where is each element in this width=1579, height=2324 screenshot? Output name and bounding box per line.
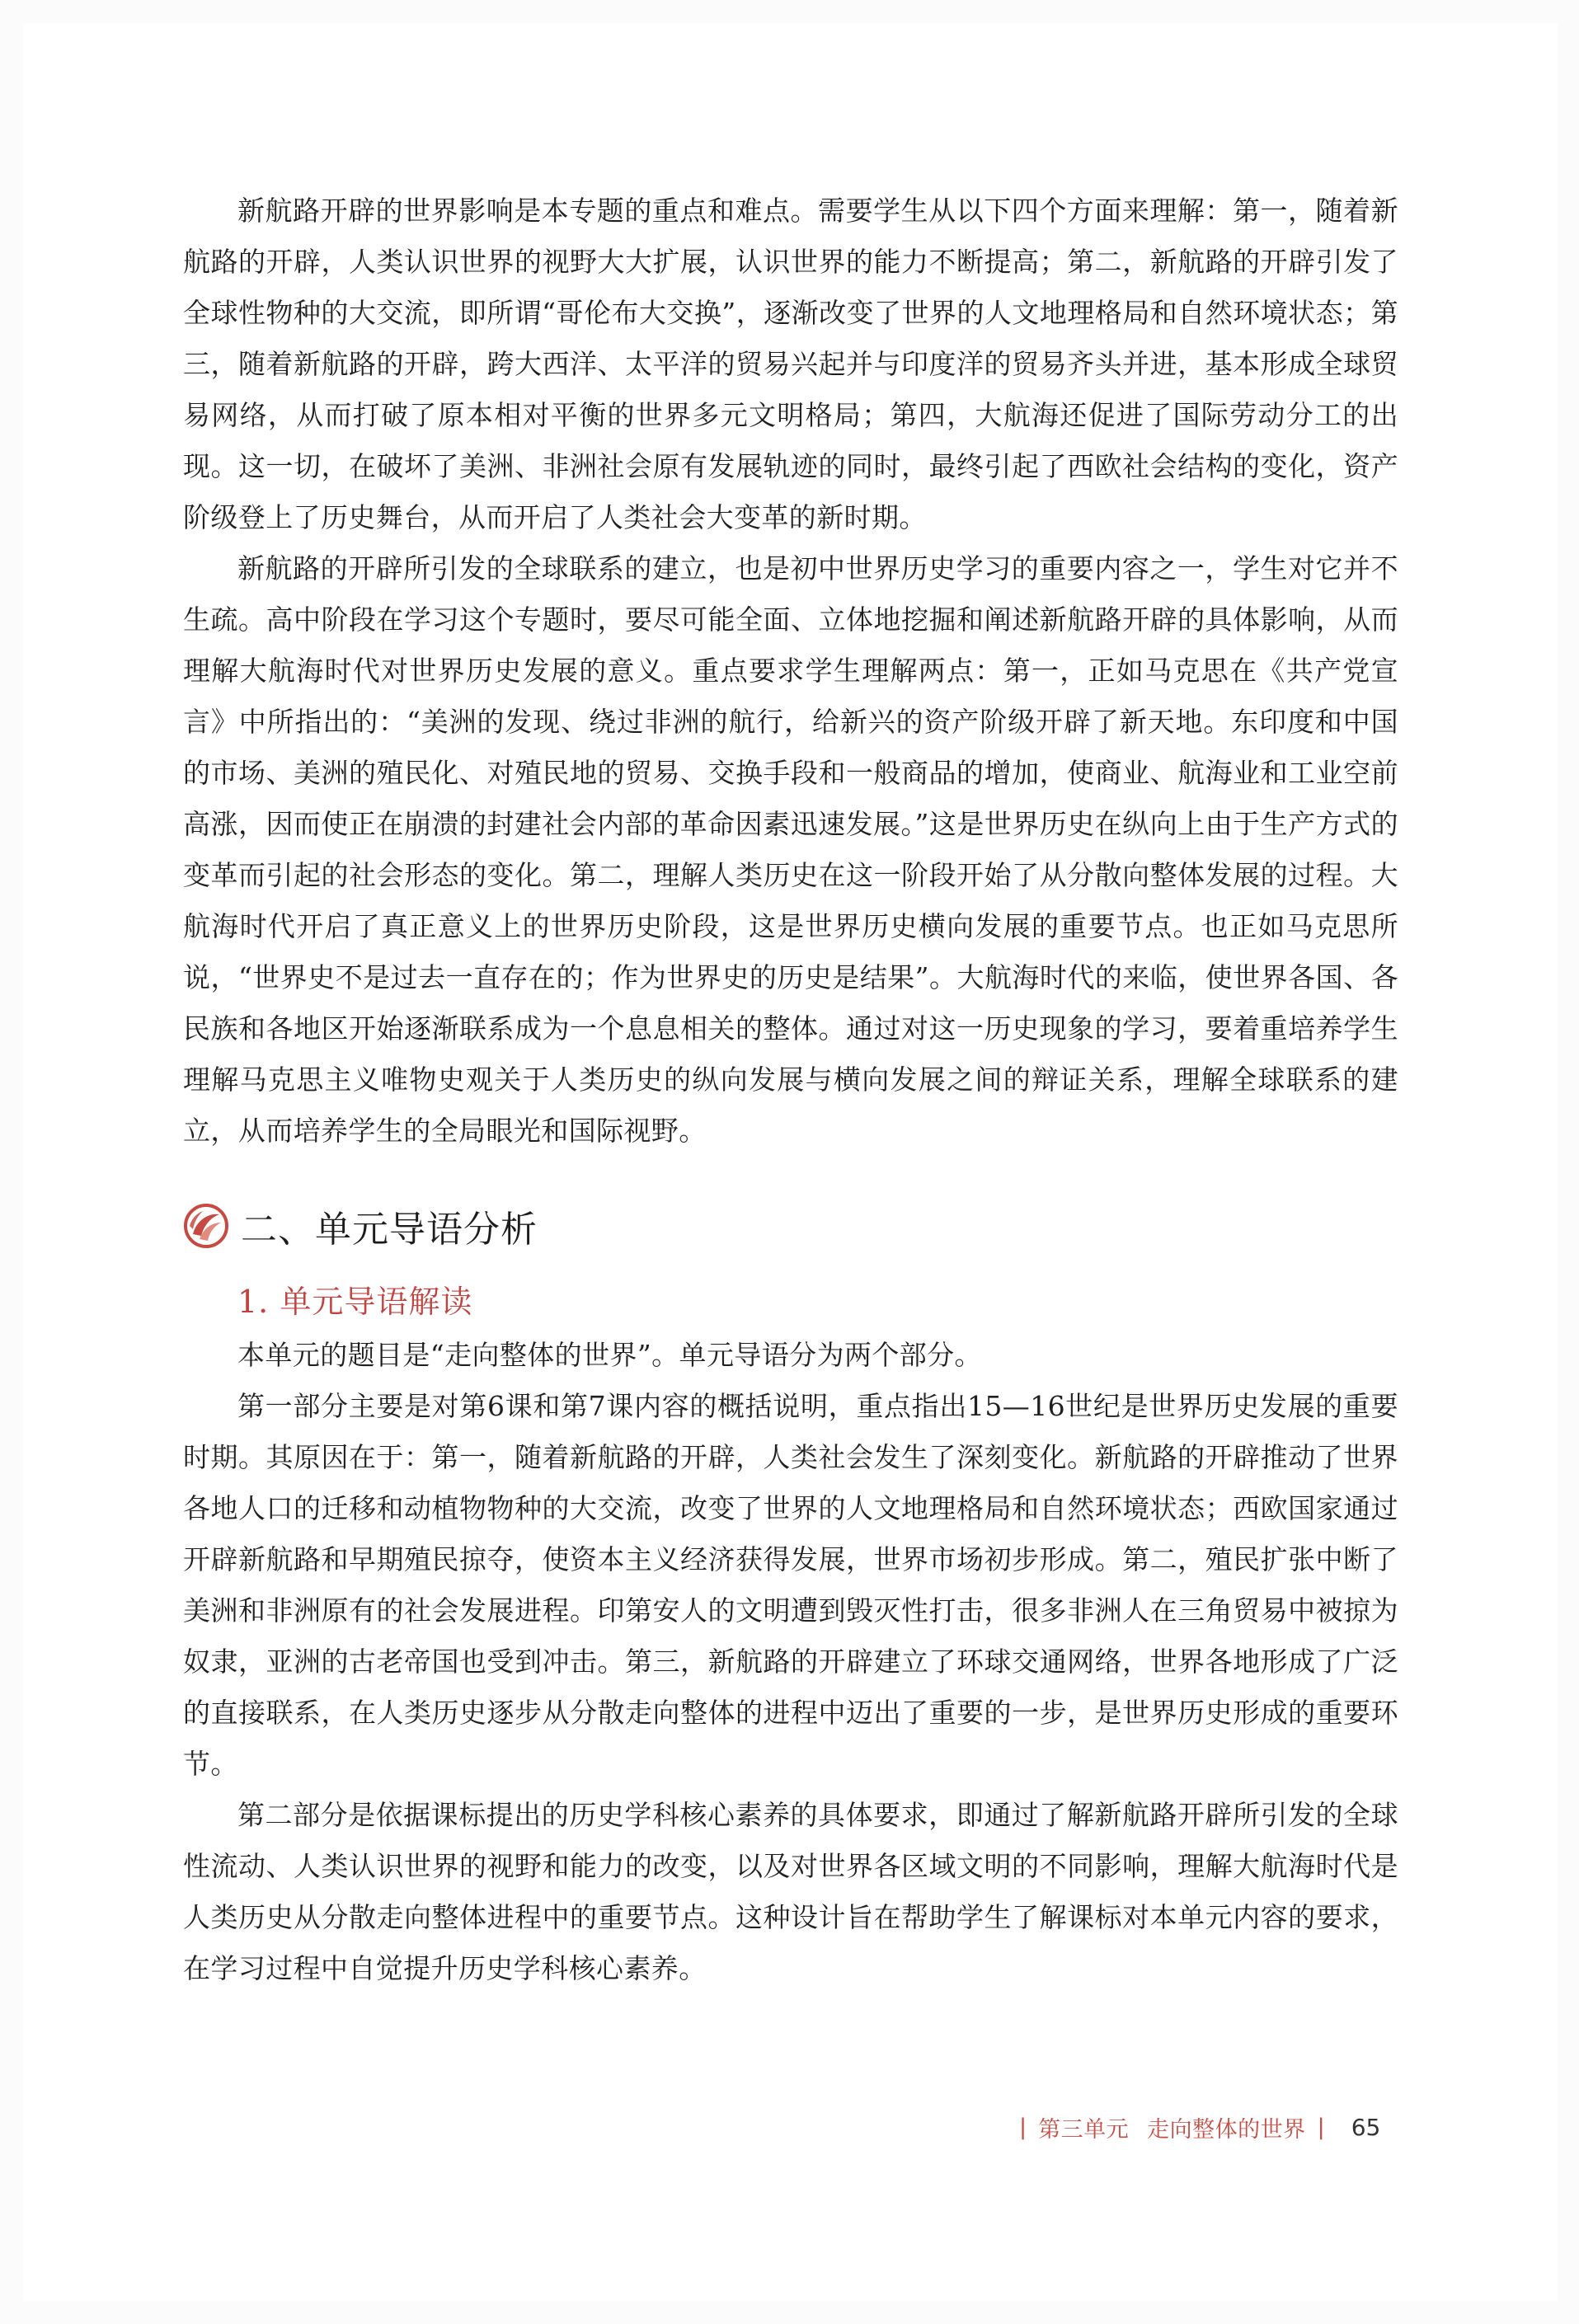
paragraph: 本单元的题目是“走向整体的世界”。单元导语分为两个部分。 (237, 1339, 982, 1371)
footer-divider: | (1019, 2114, 1027, 2140)
section-title: 二、单元导语分析 (241, 1209, 538, 1251)
page-number: 65 (1351, 2113, 1381, 2141)
paragraph: 新航路的开辟所引发的全球联系的建立，也是初中世界历史学习的重要内容之一，学生对它并不生疏。高中阶段在学习这个专题时，要尽可能全面、立体地挖掘和阐述新航路开辟的具体影响，从而理解大航海时代对世界历史发展的意义。重点要求学生理解两点：第一，正如马克思在《共产党宣言》中所指出的：“美洲的发现、绕过非洲的航行，给新兴的资产阶级开辟了新天地。东印度和中国的市场、美洲的殖民化、对殖民地的贸易、交换手段和一般商品的增加，使商业、航海业和工业空前高涨，因而使正在崩溃的封建社会内部的革命因素迅速发展。”这是世界历史在纵向上由于生产方式的变革而引起的社会形态的变化。第二，理解人类历史在这一阶段开始了从分散向整体发展的过程。大航海时代开启了真正意义上的世界历史阶段，这是世界历史横向发展的重要节点。也正如马克思所说，“世界史不是过去一直存在的；作为世界史的历史是结果”。大航海时代的来临，使世界各国、各民族和各地区开始逐渐联系成为一个息息相关的整体。通过对这一历史现象的学习，要着重培养学生理解马克思主义唯物史观关于人类历史的纵向发展与横向发展之间的辩证关系，理解全球联系的建立，从而培养学生的全局眼光和国际视野。 (183, 552, 1398, 1147)
paragraph: 新航路开辟的世界影响是本专题的重点和难点。需要学生从以下四个方面来理解：第一，随着新航路的开辟，人类认识世界的视野大大扩展，认识世界的能力不断提高；第二，新航路的开辟引发了全球性物种的大交流，即所谓“哥伦布大交换”，逐渐改变了世界的人文地理格局和自然环境状态；第三，随着新航路的开辟，跨大西洋、太平洋的贸易兴起并与印度洋的贸易齐头并进，基本形成全球贸易网络，从而打破了原本相对平衡的世界多元文明格局；第四，大航海还促进了国际劳动分工的出现。这一切，在破坏了美洲、非洲社会原有发展轨迹的同时，最终引起了西欧社会结构的变化，资产阶级登上了历史舞台，从而开启了人类社会大变革的新时期。 (183, 195, 1398, 533)
section-heading (183, 1193, 1398, 1259)
footer-unit: 第三单元 (1038, 2116, 1130, 2143)
main-content (183, 185, 1398, 1994)
subheading: 1. 单元导语解读 (237, 1284, 473, 1320)
footer-unit-title: 走向整体的世界 (1147, 2116, 1306, 2143)
footer-divider: | (1317, 2114, 1325, 2140)
swirl-logo-icon (181, 1201, 231, 1251)
paragraph: 第二部分是依据课标提出的历史学科核心素养的具体要求，即通过了解新航路开辟所引发的全球性流动、人类认识世界的视野和能力的改变，以及对世界各区域文明的不同影响，理解大航海时代是人类历史从分散走向整体进程中的重要节点。这种设计旨在帮助学生了解课标对本单元内容的要求，在学习过程中自觉提升历史学科核心素养。 (183, 1799, 1398, 1984)
paragraph: 第一部分主要是对第6课和第7课内容的概括说明，重点指出15—16世纪是世界历史发展的重要时期。其原因在于：第一，随着新航路的开辟，人类社会发生了深刻变化。新航路的开辟推动了世界各地人口的迁移和动植物物种的大交流，改变了世界的人文地理格局和自然环境状态；西欧国家通过开辟新航路和早期殖民掠夺，使资本主义经济获得发展，世界市场初步形成。第二，殖民扩张中断了美洲和非洲原有的社会发展进程。印第安人的文明遭到毁灭性打击，很多非洲人在三角贸易中被掠为奴隶，亚洲的古老帝国也受到冲击。第三，新航路的开辟建立了环球交通网络，世界各地形成了广泛的直接联系，在人类历史逐步从分散走向整体的进程中迈出了重要的一步，是世界历史形成的重要环节。 (183, 1390, 1398, 1780)
page-footer (1008, 2110, 1380, 2143)
